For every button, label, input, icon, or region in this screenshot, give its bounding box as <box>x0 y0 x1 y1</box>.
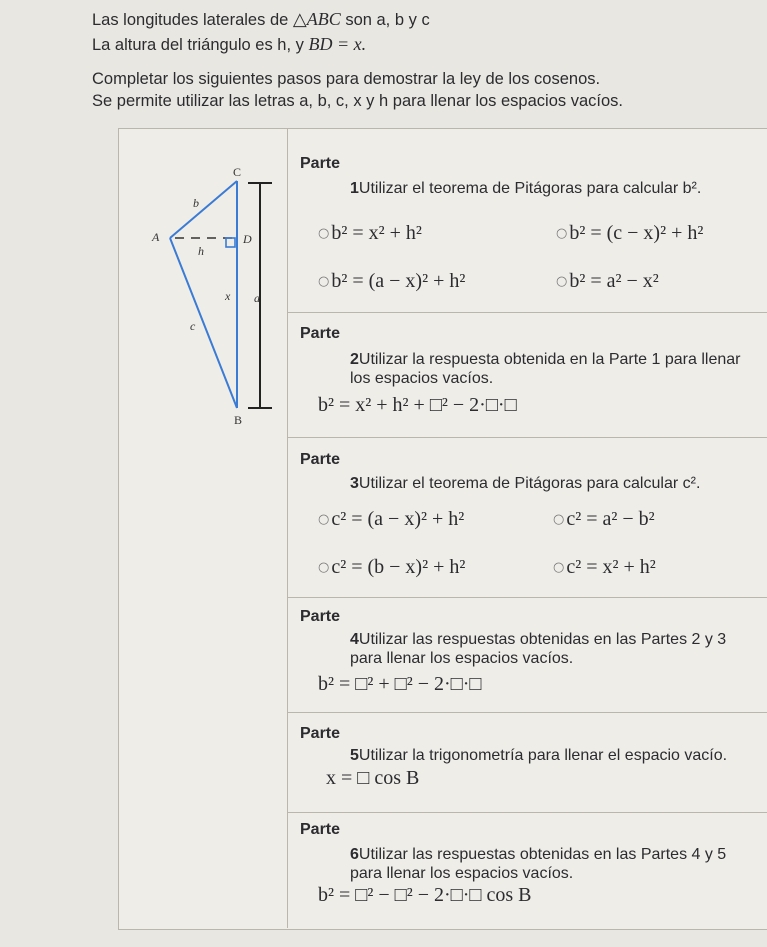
intro-text: son a, b y c <box>340 11 430 29</box>
instruction-text: Utilizar las respuestas obtenidas en las Partes 4 y 5 para llenar los espacios vacíos. <box>350 846 727 882</box>
part-number: 1 <box>350 180 359 197</box>
intro-text: Las longitudes laterales de <box>92 11 293 29</box>
intro-line-1 <box>92 9 430 30</box>
part-3-option-4[interactable]: ○ c² = x² + h² <box>553 556 656 578</box>
option-text: b² = a² − x² <box>569 270 659 292</box>
instruction-text: Utilizar la respuesta obtenida en la Parte 1 para llenar los espacios vacíos. <box>350 351 741 387</box>
vertex-label-c: C <box>233 165 242 179</box>
right-angle-mark <box>226 238 235 247</box>
instruction-text: Utilizar el teorema de Pitágoras para calcular b². <box>358 180 702 197</box>
divider <box>287 312 767 313</box>
part-5-title: Parte <box>300 725 341 742</box>
side-label-a: a <box>254 291 260 305</box>
part-5-equation[interactable]: x = □ cos B <box>326 767 420 789</box>
column-divider <box>287 128 288 928</box>
part-3-option-1[interactable]: ○ c² = (a − x)² + h² <box>318 508 465 530</box>
part-3-option-3[interactable]: ○ c² = (b − x)² + h² <box>318 556 466 578</box>
part-number: 5 <box>350 747 359 764</box>
part-1-instruction <box>350 179 701 198</box>
part-1-option-2[interactable]: ○ b² = (c − x)² + h² <box>556 222 704 244</box>
divider <box>287 437 767 438</box>
vertex-label-d: D <box>243 232 252 246</box>
option-text: c² = (b − x)² + h² <box>331 556 466 578</box>
part-1-option-4[interactable]: ○ b² = a² − x² <box>556 270 659 292</box>
instruction-text: Utilizar las respuestas obtenidas en las Partes 2 y 3 para llenar los espacios vacíos. <box>350 631 727 667</box>
segment-label-x: x <box>225 289 231 303</box>
side-label-c: c <box>190 319 196 333</box>
instruction-text: Utilizar la trigonometría para llenar el espacio vacío. <box>358 747 728 764</box>
divider <box>287 812 767 813</box>
part-1-option-1[interactable]: ○ b² = x² + h² <box>318 222 422 244</box>
instruction-text: Utilizar el teorema de Pitágoras para calcular c². <box>358 475 701 492</box>
intro-text: La altura del triángulo es h, y <box>92 36 309 54</box>
option-text: c² = x² + h² <box>566 556 656 578</box>
option-text: b² = (a − x)² + h² <box>331 270 466 292</box>
bd-notation: BD = x. <box>308 34 367 54</box>
option-text: b² = (c − x)² + h² <box>569 222 704 244</box>
option-text: c² = (a − x)² + h² <box>331 508 465 530</box>
part-2-instruction <box>350 350 760 388</box>
part-number: 6 <box>350 846 359 863</box>
divider <box>287 597 767 598</box>
option-text: b² = x² + h² <box>331 222 422 244</box>
part-2-equation[interactable]: b² = x² + h² + □² − 2·□·□ <box>318 394 517 416</box>
part-1-title: Parte <box>300 155 341 172</box>
part-4-equation[interactable]: b² = □² + □² − 2·□·□ <box>318 673 482 695</box>
part-number: 4 <box>350 631 359 648</box>
part-6-title: Parte <box>300 821 341 838</box>
intro-line-3: Completar los siguientes pasos para demostrar la ley de los cosenos. <box>92 70 601 88</box>
altitude-label-h: h <box>198 244 204 258</box>
part-3-instruction <box>350 474 700 493</box>
triangle-diagram <box>120 150 285 440</box>
part-3-option-2[interactable]: ○ c² = a² − b² <box>553 508 655 530</box>
part-4-instruction <box>350 630 750 668</box>
side-b <box>170 181 237 238</box>
intro-line-4: Se permite utilizar las letras a, b, c, x y h para llenar los espacios vacíos. <box>92 92 623 110</box>
part-6-equation[interactable]: b² = □² − □² − 2·□·□ cos B <box>318 884 532 906</box>
part-2-title: Parte <box>300 325 341 342</box>
option-text: c² = a² − b² <box>566 508 655 530</box>
triangle-notation: △ABC <box>292 9 341 29</box>
part-number: 2 <box>350 351 359 368</box>
part-3-title: Parte <box>300 451 341 468</box>
side-label-b: b <box>193 196 199 210</box>
part-6-instruction <box>350 845 750 883</box>
part-number: 3 <box>350 475 359 492</box>
side-c <box>170 238 237 408</box>
part-5-instruction <box>350 746 727 765</box>
intro-line-2 <box>92 34 366 55</box>
part-1-option-3[interactable]: ○ b² = (a − x)² + h² <box>318 270 466 292</box>
vertex-label-b: B <box>234 413 243 427</box>
part-4-title: Parte <box>300 608 341 625</box>
divider <box>287 712 767 713</box>
vertex-label-a: A <box>152 230 160 244</box>
